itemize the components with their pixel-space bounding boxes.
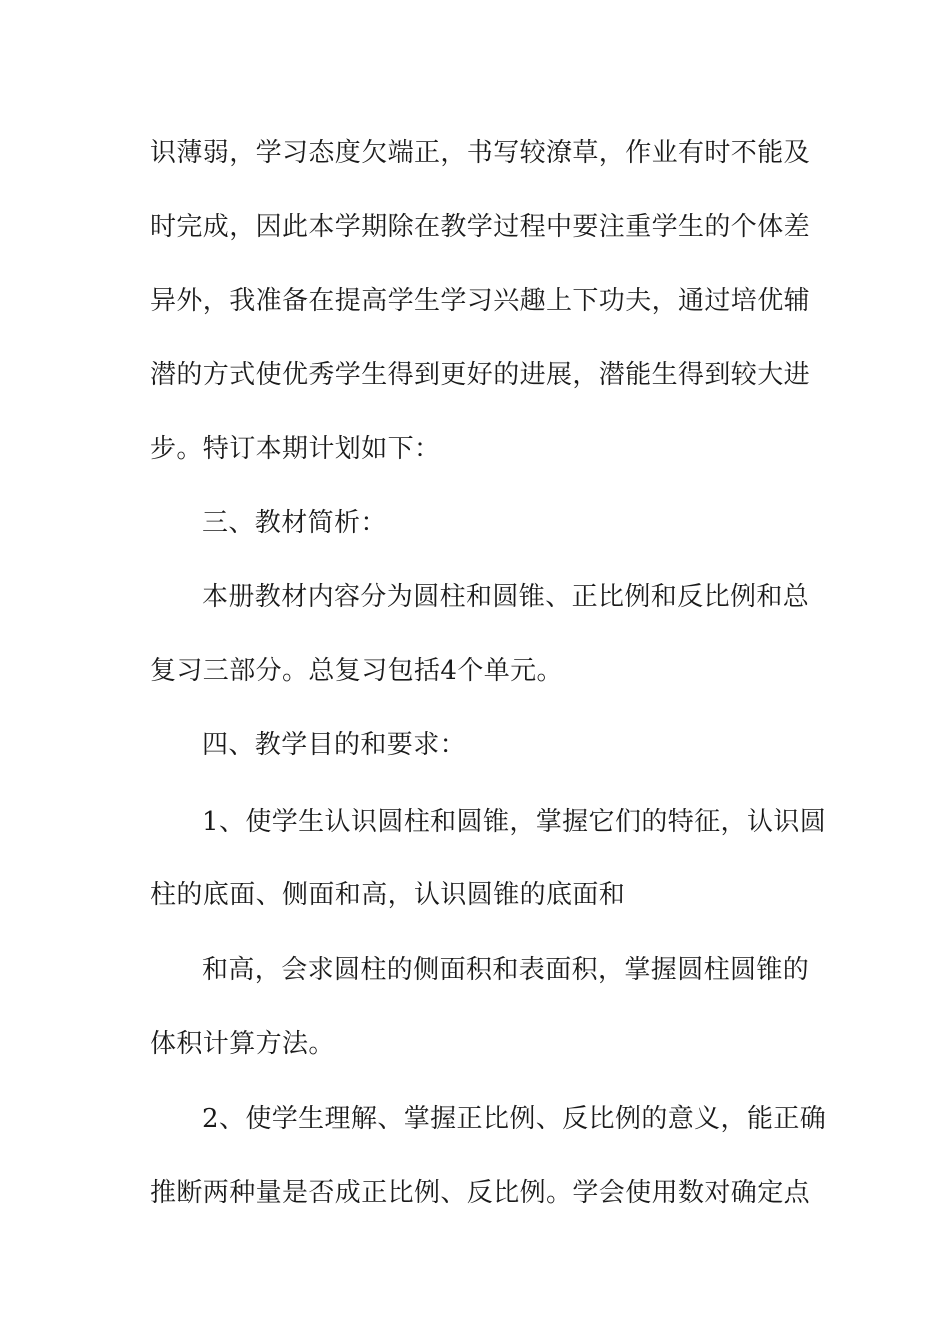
list-item-line: 推断两种量是否成正比例、反比例。学会使用数对确定点 <box>150 1178 811 1208</box>
paragraph-line: 步。特订本期计划如下： <box>150 434 441 464</box>
list-item-line: 1、使学生认识圆柱和圆锥，掌握它们的特征，认识圆 <box>202 807 827 837</box>
list-item-line: 柱的底面、侧面和高，认识圆锥的底面和 <box>150 880 626 910</box>
list-item-line: 2、使学生理解、掌握正比例、反比例的意义，能正确 <box>202 1104 827 1134</box>
paragraph-line: 识薄弱，学习态度欠端正，书写较潦草，作业有时不能及 <box>150 138 811 168</box>
paragraph-line: 复习三部分。总复习包括4个单元。 <box>150 656 563 686</box>
paragraph-line: 本册教材内容分为圆柱和圆锥、正比例和反比例和总 <box>202 582 810 612</box>
section-heading: 四、教学目的和要求： <box>202 730 467 760</box>
section-heading: 三、教材简析： <box>202 508 387 538</box>
list-item-line: 和高，会求圆柱的侧面积和表面积，掌握圆柱圆锥的 <box>202 955 810 985</box>
list-item-line: 体积计算方法。 <box>150 1029 335 1059</box>
paragraph-line: 潜的方式使优秀学生得到更好的进展，潜能生得到较大进 <box>150 360 811 390</box>
paragraph-line: 时完成，因此本学期除在教学过程中要注重学生的个体差 <box>150 212 811 242</box>
paragraph-line: 异外，我准备在提高学生学习兴趣上下功夫，通过培优辅 <box>150 286 811 316</box>
